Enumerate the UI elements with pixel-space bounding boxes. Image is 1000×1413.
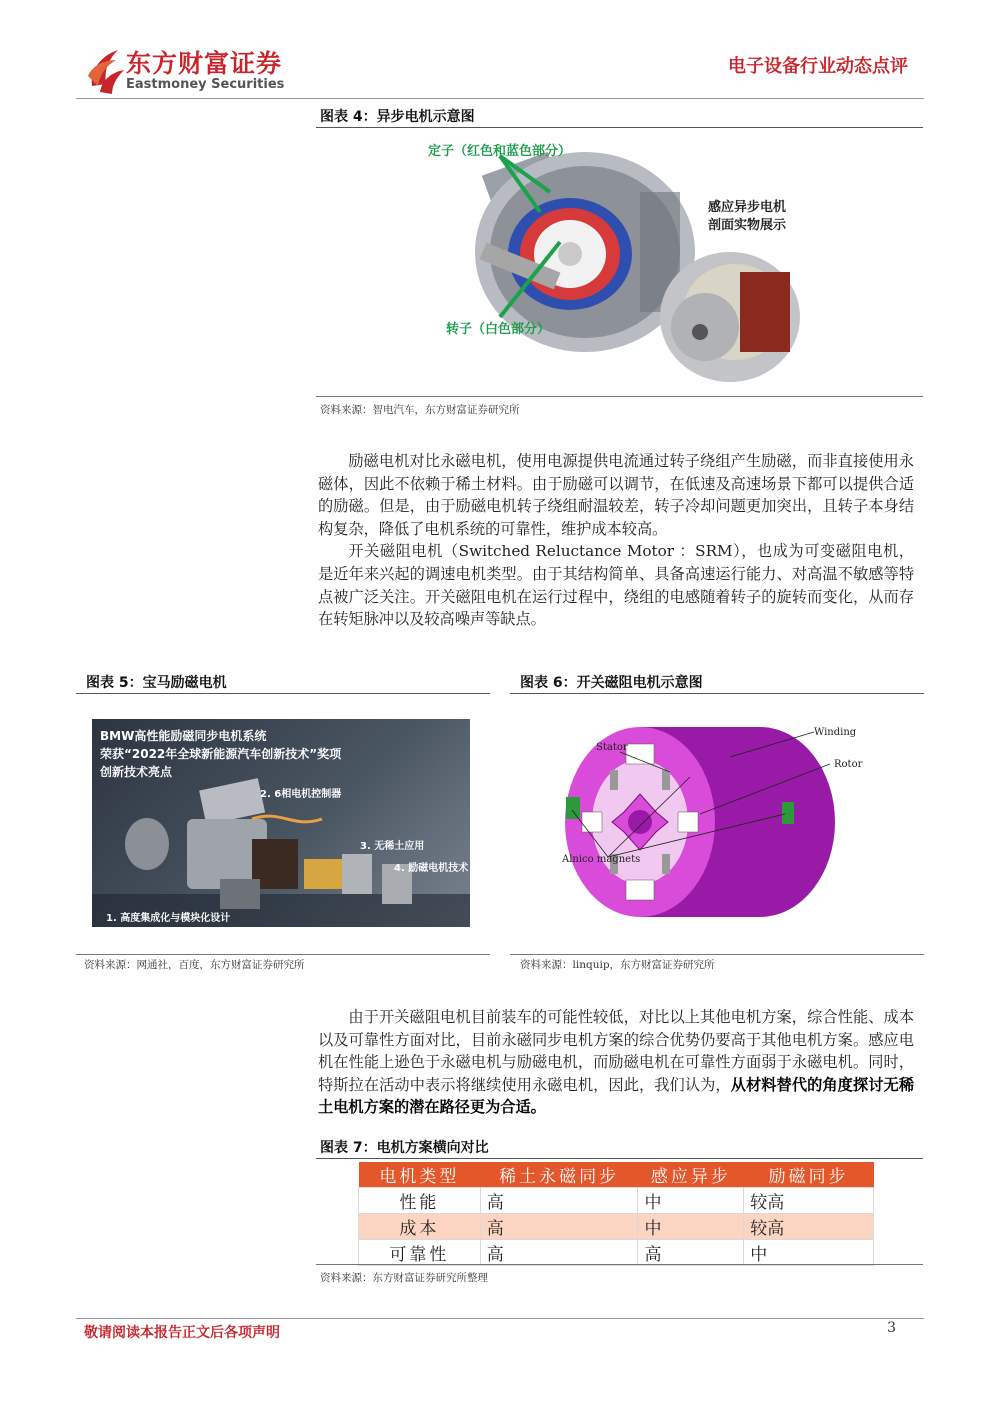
paragraph-conclusion <box>318 1006 914 1119</box>
figure6-bottom-rule <box>510 954 924 955</box>
figure7-top-rule <box>316 1158 923 1159</box>
table-cell: 成本 <box>359 1214 481 1240</box>
footer-disclaimer: 敬请阅读本报告正文后各项声明 <box>84 1325 280 1341</box>
figure5-top-rule <box>76 693 490 694</box>
conclusion-text: 由于开关磁阻电机目前装车的可能性较低，对比以上其他电机方案，综合性能、成本以及可靠性方面对比，目前永磁同步电机方案的综合优势仍要高于其他电机方案。感应电机在性能上逊色于永磁电机与励磁电机，而励磁电机在可靠性方面弱于永磁电机。同时，特斯拉在活动中表示将继续使用永磁电机，因此，我们认为， <box>318 1008 914 1094</box>
header-divider <box>76 98 924 99</box>
bmw-point-2: 2. 6相电机控制器 <box>260 789 342 800</box>
cutaway-label-1: 感应异步电机 <box>708 200 787 215</box>
srm-rotor-label: Rotor <box>834 759 863 770</box>
brand-name-cn: 东方财富证券 <box>126 49 283 78</box>
figure7-source: 资料来源：东方财富证券研究所整理 <box>320 1272 488 1284</box>
cutaway-label-2: 剖面实物展示 <box>708 218 787 233</box>
table-header-cell: 电机类型 <box>359 1162 481 1188</box>
figure6-title: 图表 6：开关磁阻电机示意图 <box>520 675 703 691</box>
table-cell: 高 <box>480 1240 638 1266</box>
figure5-title: 图表 5：宝马励磁电机 <box>86 675 227 691</box>
motor-comparison-table <box>358 1162 874 1266</box>
footer-divider <box>76 1318 924 1319</box>
bmw-banner-line1: BMW高性能励磁同步电机系统 <box>100 729 267 743</box>
table-cell: 中 <box>638 1188 744 1214</box>
eastmoney-logo-icon <box>86 46 126 96</box>
table-cell: 较高 <box>744 1214 874 1240</box>
conclusion-bold-text: 从材料替代的角度探讨无稀土电机方案的潜在路径更为合适。 <box>318 1075 915 1117</box>
table-row <box>359 1188 874 1214</box>
bmw-banner-line3: 创新技术亮点 <box>100 765 173 779</box>
figure7-bottom-rule <box>316 1264 923 1265</box>
bmw-point-4: 4. 励磁电机技术 <box>394 863 469 874</box>
table-header-row <box>359 1162 874 1188</box>
report-type: 电子设备行业动态点评 <box>728 56 908 77</box>
figure5-bmw-image <box>92 719 470 927</box>
figure4-bottom-rule <box>316 396 923 397</box>
table-row <box>359 1214 874 1240</box>
paragraph-srm-motor: 开关磁阻电机（Switched Reluctance Motor ：SRM），也成为可变磁阻电机，是近年来兴起的调速电机类型。由于其结构简单、具备高速运行能力、对高温不敏感等特点被广泛关注。开关磁阻电机在运行过程中，绕组的电感随着转子的旋转而变化，从而存在转矩脉冲以及较高噪声等缺点。 <box>318 542 914 629</box>
figure4-title: 图表 4：异步电机示意图 <box>320 109 475 125</box>
cutaway-motor-icon <box>660 252 800 382</box>
body-text-1 <box>318 450 914 631</box>
figure5-source: 资料来源：网通社，百度，东方财富证券研究所 <box>84 959 305 971</box>
table-cell: 中 <box>744 1240 874 1266</box>
table-cell: 较高 <box>744 1188 874 1214</box>
figure6-top-rule <box>510 693 924 694</box>
table-cell: 高 <box>480 1188 638 1214</box>
table-cell: 高 <box>480 1214 638 1240</box>
figure4-top-rule <box>316 127 923 128</box>
body-text-2 <box>318 1006 914 1119</box>
figure5-bottom-rule <box>76 954 490 955</box>
bmw-point-3: 3. 无稀土应用 <box>360 841 425 852</box>
table-cell: 性能 <box>359 1188 481 1214</box>
brand-name-en: Eastmoney Securities <box>126 77 285 92</box>
table-cell: 可靠性 <box>359 1240 481 1266</box>
figure4-source: 资料来源：智电汽车，东方财富证券研究所 <box>320 404 520 416</box>
table-header-cell: 稀土永磁同步 <box>480 1162 638 1188</box>
rotor-label: 转子（白色部分） <box>446 322 551 337</box>
figure6-source: 资料来源：linquip，东方财富证券研究所 <box>520 959 715 971</box>
page-number: 3 <box>887 1320 896 1336</box>
table-cell: 中 <box>638 1214 744 1240</box>
srm-stator-label: Stator <box>596 742 628 753</box>
bmw-banner-line2: 荣获“2022年全球新能源汽车创新技术”奖项 <box>100 747 342 761</box>
paragraph-excitation-motor: 励磁电机对比永磁电机，使用电源提供电流通过转子绕组产生励磁，而非直接使用永磁体，因此不依赖于稀土材料。由于励磁可以调节，在低速及高速场景下都可以提供合适的励磁。但是，由于励磁电机转子绕组耐温较差，转子冷却问题更加突出，且转子本身结构复杂，降低了电机系统的可靠性，维护成本较高。 <box>318 452 914 538</box>
srm-winding-label: Winding <box>814 727 857 738</box>
stator-label: 定子（红色和蓝色部分） <box>428 144 572 159</box>
table-header-cell: 励磁同步 <box>744 1162 874 1188</box>
figure4-async-motor-image <box>420 132 820 394</box>
srm-magnets-label: Alnico magnets <box>562 854 641 865</box>
bmw-point-1: 1. 高度集成化与模块化设计 <box>106 913 231 924</box>
table-row <box>359 1240 874 1266</box>
figure7-title: 图表 7：电机方案横向对比 <box>320 1140 489 1156</box>
table-cell: 高 <box>638 1240 744 1266</box>
table-header-cell: 感应异步 <box>638 1162 744 1188</box>
